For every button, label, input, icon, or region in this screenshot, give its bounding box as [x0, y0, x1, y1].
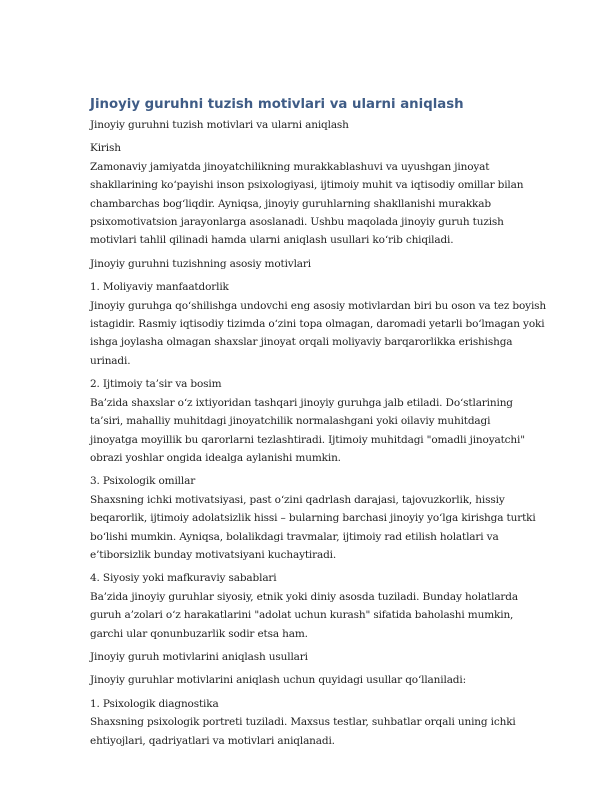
- text-line: urinadi.: [90, 354, 131, 367]
- text-line: e’tiborsizlik bunday motivatsiyani kuchaytiradi.: [90, 548, 337, 561]
- text-line: guruh a’zolari o‘z harakatlarini "adolat uchun kurash" sifatida baholashi mumkin,: [90, 609, 514, 622]
- paragraph: [90, 278, 547, 370]
- text-line: ta’siri, mahalliy muhitdagi jinoyatchilik normalashgani yoki oilaviy muhitdagi: [90, 415, 491, 428]
- document-body: [90, 116, 547, 750]
- paragraph: [90, 116, 522, 134]
- text-line: 4. Siyosiy yoki mafkuraviy sabablari: [90, 572, 277, 585]
- paragraph: [90, 648, 522, 666]
- text-line: jinoyatga moyillik bu qarorlarni tezlashtiradi. Ijtimoiy muhitdagi "omadli jinoyatchi": [90, 433, 525, 446]
- text-line: Jinoyiy guruhni tuzish motivlari va ularni aniqlash: [90, 119, 349, 131]
- paragraph: [90, 375, 525, 467]
- text-line: garchi ular qonunbuzarlik sodir etsa ham.: [90, 627, 308, 640]
- text-line: ishga joylasha olmagan shaxslar jinoyat orqali moliyaviy barqarorlikka erishishga: [90, 336, 513, 349]
- text-line: obrazi yoshlar ongida idealga aylanishi mumkin.: [90, 451, 341, 464]
- paragraph: [90, 695, 522, 750]
- text-line: psixomotivatsion jarayonlarga asoslanadi. Ushbu maqolada jinoyiy guruh tuzish: [90, 216, 504, 229]
- text-line: 2. Ijtimoiy ta’sir va bosim: [90, 378, 222, 391]
- text-line: shakllarining ko‘payishi inson psixologiyasi, ijtimoiy muhit va iqtisodiy omillar bilan: [90, 179, 524, 192]
- text-line: Jinoyiy guruhlar motivlarini aniqlash uchun quyidagi usullar qo‘llaniladi:: [90, 674, 466, 687]
- text-line: Jinoyiy guruhga qo‘shilishga undovchi eng asosiy motivlardan biri bu oson va tez boyish: [90, 299, 547, 312]
- text-line: motivlari tahlil qilinadi hamda ularni aniqlash usullari ko‘rib chiqiladi.: [90, 234, 454, 247]
- text-line: Ba’zida shaxslar o‘z ixtiyoridan tashqari jinoyiy guruhga jalb etiladi. Do‘stlarining: [90, 396, 513, 409]
- text-line: istagidir. Rasmiy iqtisodiy tizimda o‘zini topa olmagan, daromadi yetarli bo‘lmagan yoki: [90, 318, 545, 331]
- text-line: bo‘lishi mumkin. Ayniqsa, bolalikdagi travmalar, ijtimoiy rad etilish holatlari va: [90, 530, 499, 543]
- text-line: Shaxsning ichki motivatsiyasi, past o‘zini qadrlash darajasi, tajovuzkorlik, hissiy: [90, 493, 505, 506]
- text-line: Ba’zida jinoyiy guruhlar siyosiy, etnik yoki diniy asosda tuziladi. Bunday holatlarda: [90, 590, 518, 603]
- text-line: Shaxsning psixologik portreti tuziladi. Maxsus testlar, suhbatlar orqali uning ichki: [90, 716, 516, 729]
- paragraph: [90, 139, 522, 249]
- text-line: ehtiyojlari, qadriyatlari va motivlari aniqlanadi.: [90, 734, 335, 747]
- text-line: Kirish: [90, 142, 121, 155]
- paragraph: [90, 255, 522, 273]
- text-line: chambarchas bog‘liqdir. Ayniqsa, jinoyiy guruhlarning shakllanishi murakkab: [90, 197, 491, 210]
- text-line: beqarorlik, ijtimoiy adolatsizlik hissi – bularning barchasi jinoyiy yo‘lga kirishga turtki: [90, 512, 536, 525]
- paragraph: [90, 569, 522, 643]
- document-heading: Jinoyiy guruhni tuzish motivlari va ularni aniqlash: [90, 97, 464, 112]
- paragraph: [90, 472, 536, 564]
- text-line: Jinoyiy guruhni tuzishning asosiy motivlari: [90, 257, 311, 270]
- text-line: 3. Psixologik omillar: [90, 475, 196, 488]
- text-line: Zamonaviy jamiyatda jinoyatchilikning murakkablashuvi va uyushgan jinoyat: [90, 160, 490, 173]
- text-line: Jinoyiy guruh motivlarini aniqlash usullari: [90, 650, 308, 663]
- text-line: 1. Psixologik diagnostika: [90, 697, 219, 710]
- text-line: 1. Moliyaviy manfaatdorlik: [90, 281, 229, 294]
- paragraph: [90, 671, 522, 689]
